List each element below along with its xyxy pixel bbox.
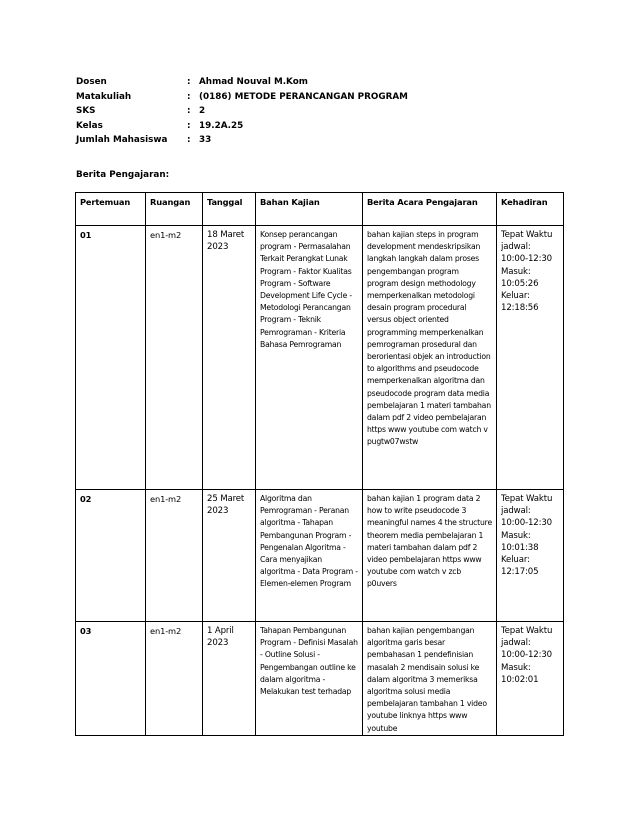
- cell-tanggal: 25 Maret 2023: [203, 490, 256, 622]
- cell-bahan-kajian: Algoritma dan Pemrograman - Peranan algoritma - Tahapan Pembangunan Program - Pengenalan Algoritma - Cara menyajikan algoritma - Data Program - Elemen-elemen Program: [256, 490, 363, 622]
- cell-ruangan: en1-m2: [146, 226, 203, 490]
- cell-kehadiran: Tepat Waktu jadwal: 10:00-12:30 Masuk: 10:05:26 Keluar: 12:18:56: [497, 226, 564, 490]
- cell-kehadiran: Tepat Waktu jadwal: 10:00-12:30 Masuk: 10:02:01: [497, 622, 564, 736]
- cell-berita-acara: bahan kajian 1 program data 2 how to write pseudocode 3 meaningful names 4 the structure theorem media pembelajaran 1 materi tambahan dalam pdf 2 video pembelajaran https www youtube com watch v zcb p0uvers: [363, 490, 497, 622]
- colon: :: [187, 135, 191, 146]
- cell-pertemuan: 03: [76, 622, 146, 736]
- cell-pertemuan: 01: [76, 226, 146, 490]
- header-kehadiran: Kehadiran: [497, 193, 564, 226]
- colon: :: [187, 106, 191, 117]
- kelas-value: 19.2A.25: [199, 120, 244, 131]
- jumlah-mahasiswa-label: Jumlah Mahasiswa: [76, 135, 168, 146]
- dosen-value: Ahmad Nouval M.Kom: [199, 77, 308, 88]
- cell-berita-acara: bahan kajian pengembangan algoritma garis besar pembahasan 1 pendefinisian masalah 2 mendisain solusi ke dalam algoritma 3 memeriksa algoritma solusi media pembelajaran tambahan 1 video youtube linknya https www youtube: [363, 622, 497, 736]
- cell-ruangan: en1-m2: [146, 490, 203, 622]
- cell-tanggal: 1 April 2023: [203, 622, 256, 736]
- table-row: [76, 490, 564, 622]
- matakuliah-label: Matakuliah: [76, 91, 132, 102]
- table-row: [76, 226, 564, 490]
- section-title: Berita Pengajaran:: [76, 170, 170, 180]
- cell-kehadiran: Tepat Waktu jadwal: 10:00-12:30 Masuk: 10:01:38 Keluar: 12:17:05: [497, 490, 564, 622]
- table-header-row: [76, 193, 564, 226]
- info-row-jumlah: [76, 133, 408, 148]
- cell-pertemuan: 02: [76, 490, 146, 622]
- header-bahan-kajian: Bahan Kajian: [256, 193, 363, 226]
- info-row-matakuliah: [76, 90, 408, 105]
- course-info: [76, 75, 408, 148]
- header-ruangan: Ruangan: [146, 193, 203, 226]
- header-berita-acara: Berita Acara Pengajaran: [363, 193, 497, 226]
- info-row-kelas: [76, 119, 408, 134]
- jumlah-mahasiswa-value: 33: [199, 135, 212, 146]
- berita-pengajaran-table: [75, 192, 564, 736]
- cell-tanggal: 18 Maret 2023: [203, 226, 256, 490]
- cell-ruangan: en1-m2: [146, 622, 203, 736]
- dosen-label: Dosen: [76, 77, 107, 88]
- cell-berita-acara: bahan kajian steps in program development mendeskripsikan langkah langkah dalam proses pengembangan program program design methodology memperkenalkan metodologi desain program procedural versus object oriented programming memperkenalkan pemrograman prosedural dan berorientasi objek an introduction to algorithms and pseudocode memperkenalkan algoritma dan pseudocode program data media pembelajaran 1 materi tambahan dalam pdf 2 video pembelajaran https www youtube com watch v pugtw07wstw: [363, 226, 497, 490]
- colon: :: [187, 77, 191, 88]
- header-pertemuan: Pertemuan: [76, 193, 146, 226]
- colon: :: [187, 91, 191, 102]
- colon: :: [187, 120, 191, 131]
- cell-bahan-kajian: Konsep perancangan program - Permasalahan Terkait Perangkat Lunak Program - Faktor Kualitas Program - Software Development Life Cycle - Metodologi Perancangan Program - Teknik Pemrograman - Kriteria Bahasa Pemrograman: [256, 226, 363, 490]
- table-row: [76, 622, 564, 736]
- sks-value: 2: [199, 106, 206, 117]
- matakuliah-value: (0186) METODE PERANCANGAN PROGRAM: [199, 91, 408, 102]
- sks-label: SKS: [76, 106, 96, 117]
- cell-bahan-kajian: Tahapan Pembangunan Program - Definisi Masalah - Outline Solusi - Pengembangan outline ke dalam algoritma - Melakukan test terhadap: [256, 622, 363, 736]
- header-tanggal: Tanggal: [203, 193, 256, 226]
- info-row-dosen: [76, 75, 408, 90]
- info-row-sks: [76, 104, 408, 119]
- kelas-label: Kelas: [76, 120, 103, 131]
